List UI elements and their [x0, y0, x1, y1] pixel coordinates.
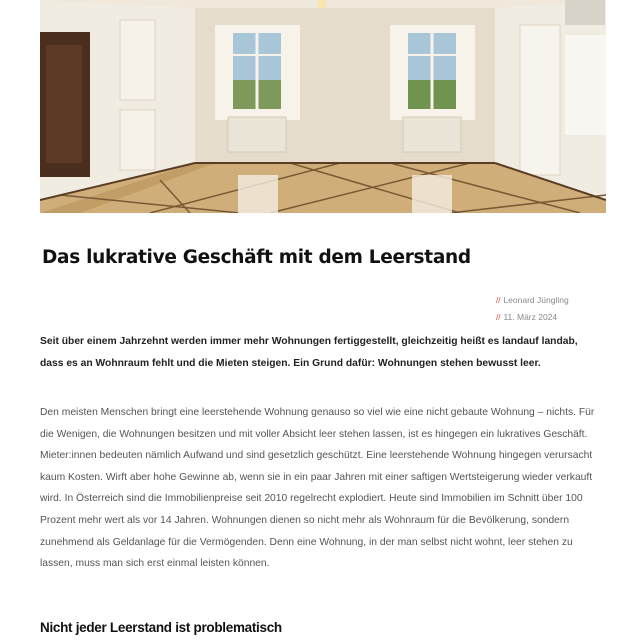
author-line — [496, 292, 569, 309]
article-title: Das lukrative Geschäft mit dem Leerstand — [42, 247, 471, 268]
room-photo — [40, 0, 606, 213]
section-subheading: Nicht jeder Leerstand ist problematisch — [40, 620, 282, 635]
lead-paragraph: Seit über einem Jahrzehnt werden immer mehr Wohnungen fertiggestellt, gleichzeitig heißt es landauf landab, dass es an Wohnraum fehlt und die Mieten steigen. Ein Grund dafür: Wohnungen stehen bewusst leer. — [40, 336, 578, 369]
date-mark-icon: // — [496, 313, 501, 322]
author-mark-icon: // — [496, 296, 501, 305]
byline — [496, 292, 569, 326]
date-line — [496, 309, 569, 326]
publish-date: 11. März 2024 — [503, 312, 558, 322]
body-paragraph: Den meisten Menschen bringt eine leerstehende Wohnung genauso so viel wie eine nicht gebaute Wohnung – nichts. Für die Wenigen, die Wohnungen besitzen und mit voller Absicht leer stehen lassen, ist es hingegen ein lukratives Geschäft. Mieter:innen bedeuten nämlich Aufwand und sind gesetzlich geschützt. Eine leerstehende Wohnung hingegen verursacht kaum Kosten. Wirft aber hohe Gewinne ab, wenn sie in ein paar Jahren mit einer saftigen Wertsteigerung wieder verkauft wird. In Österreich sind die Immobilienpreise seit 2010 regelrecht explodiert. Heute sind Immobilien im Schnitt über 100 Prozent mehr wert als vor 14 Jahren. Wohnungen dienen so nicht mehr als Wohnraum für die Bevölkerung, sondern zunehmend als Geldanlage für die Vermögenden. Denn eine Wohnung, in der man selbst nicht wohnt, leer stehen zu lassen, muss man sich erst einmal leisten können. — [40, 407, 595, 570]
hero-image — [40, 0, 606, 213]
author-name[interactable]: Leonard Jüngling — [503, 295, 569, 305]
